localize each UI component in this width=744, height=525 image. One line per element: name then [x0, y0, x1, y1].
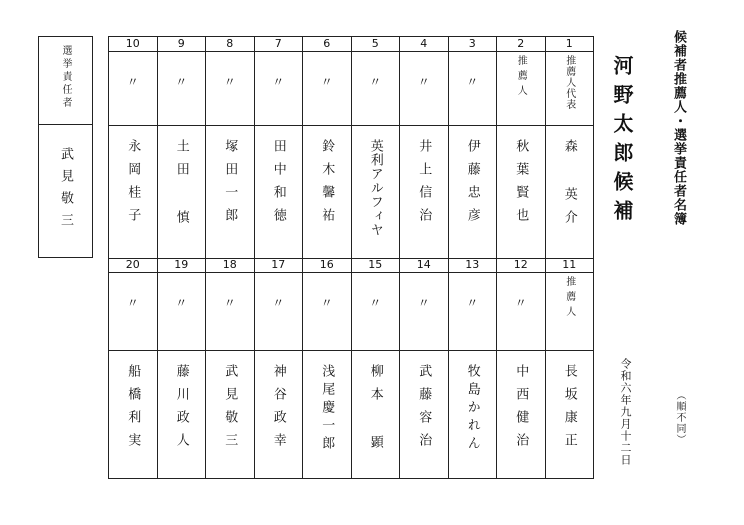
nominator-name-text: 塚田一郎 [222, 139, 238, 231]
document-date: 令和六年九月十二日 [619, 358, 632, 466]
nominator-name-text: 藤川政人 [173, 364, 189, 456]
nominator-role [400, 272, 448, 351]
ditto-mark: 〃 [175, 296, 188, 310]
nominator-cell [302, 258, 351, 479]
nominator-cell [399, 258, 448, 479]
nominator-cell [157, 258, 206, 479]
nominator-table [108, 36, 594, 479]
nominator-cell [302, 37, 351, 258]
nominator-role [255, 51, 303, 126]
nominator-number: 12 [497, 258, 545, 273]
nominator-name-text: 秋葉賢也 [513, 139, 529, 231]
nominator-number: 8 [206, 37, 254, 52]
responsible-name-text: 武見敬三 [58, 147, 73, 235]
nominator-role [206, 51, 254, 126]
nominator-number: 17 [255, 258, 303, 273]
nominator-role [352, 272, 400, 351]
ditto-mark: 〃 [369, 296, 382, 310]
nominator-cell [399, 37, 448, 258]
nominator-name-text: 鈴木馨祐 [319, 139, 335, 231]
nominator-number: 16 [303, 258, 351, 273]
nominator-name [158, 125, 206, 258]
nominator-name [400, 125, 448, 258]
nominator-cell [545, 258, 594, 479]
nominator-role [303, 272, 351, 351]
nominator-cell [109, 258, 157, 479]
ditto-mark: 〃 [466, 75, 479, 89]
ditto-mark: 〃 [126, 75, 139, 89]
nominator-number: 20 [109, 258, 157, 273]
nominator-name-text: 神谷政幸 [270, 364, 286, 456]
nominator-number: 11 [546, 258, 594, 273]
ditto-mark: 〃 [514, 296, 527, 310]
nominator-name-text: 船橋利実 [125, 364, 141, 456]
nominator-cell [205, 37, 254, 258]
nominator-role [158, 272, 206, 351]
nominator-cell [254, 37, 303, 258]
nominator-name-text: 土田 慎 [173, 139, 189, 233]
nominator-role [497, 272, 545, 351]
nominator-number: 19 [158, 258, 206, 273]
nominator-name [497, 125, 545, 258]
nominator-cell [448, 258, 497, 479]
nominator-name [109, 125, 157, 258]
nominator-number: 6 [303, 37, 351, 52]
nominator-name [546, 350, 594, 479]
responsible-name [39, 125, 92, 257]
nominator-number: 1 [546, 37, 594, 52]
nominator-cell [157, 37, 206, 258]
nominator-number: 4 [400, 37, 448, 52]
nominator-name-text: 森 英介 [561, 139, 577, 233]
ditto-mark: 〃 [272, 75, 285, 89]
nominator-name-text: 浅尾慶一郎 [319, 364, 335, 454]
ditto-mark: 〃 [466, 296, 479, 310]
nominator-name [303, 350, 351, 479]
nominator-name [352, 125, 400, 258]
nominator-name [303, 125, 351, 258]
ditto-mark: 〃 [175, 75, 188, 89]
nominator-name-text: 永岡桂子 [125, 139, 141, 231]
ditto-mark: 〃 [223, 75, 236, 89]
responsible-label [39, 37, 92, 125]
nominator-name [255, 125, 303, 258]
ditto-mark: 〃 [223, 296, 236, 310]
nominator-name [158, 350, 206, 479]
nominator-role [546, 51, 594, 126]
role-text: 推薦人 [563, 276, 575, 321]
role-text: 推薦人代表 [563, 55, 575, 110]
nominator-cell [254, 258, 303, 479]
ditto-mark: 〃 [369, 75, 382, 89]
nominator-cell [496, 258, 545, 479]
nominator-name-text: 武藤容治 [416, 364, 432, 456]
nominator-number: 7 [255, 37, 303, 52]
table-row-top [109, 37, 593, 259]
ditto-mark: 〃 [272, 296, 285, 310]
nominator-name-text: 井上信治 [416, 139, 432, 231]
responsible-label-text: 選挙責任者 [60, 45, 71, 110]
nominator-cell [109, 37, 157, 258]
order-note: （順不同） [674, 390, 685, 445]
nominator-name [449, 350, 497, 479]
document-title: 候補者推薦人・選挙責任者名簿 [671, 30, 686, 226]
nominator-name-text: 英利アルフィヤ [367, 139, 383, 237]
ditto-mark: 〃 [126, 296, 139, 310]
nominator-cell [448, 37, 497, 258]
table-row-bottom [109, 258, 593, 479]
nominator-name-text: 伊藤忠彦 [464, 139, 480, 231]
nominator-number: 13 [449, 258, 497, 273]
nominator-name [206, 350, 254, 479]
nominator-cell [545, 37, 594, 258]
nominator-name [109, 350, 157, 479]
role-text: 推薦人 [515, 55, 527, 100]
nominator-name [206, 125, 254, 258]
nominator-role [158, 51, 206, 126]
nominator-role [109, 272, 157, 351]
nominator-name [400, 350, 448, 479]
responsible-box [38, 36, 93, 258]
nominator-number: 15 [352, 258, 400, 273]
nominator-name [497, 350, 545, 479]
nominator-number: 3 [449, 37, 497, 52]
candidate-name: 河野太郎候補 [610, 55, 634, 229]
nominator-name [255, 350, 303, 479]
nominator-role [449, 51, 497, 126]
ditto-mark: 〃 [417, 75, 430, 89]
nominator-name-text: 武見敬三 [222, 364, 238, 456]
nominator-name-text: 牧島かれん [464, 364, 480, 454]
nominator-name-text: 長坂康正 [561, 364, 577, 456]
nominator-cell [205, 258, 254, 479]
nominator-role [546, 272, 594, 351]
nominator-role [497, 51, 545, 126]
nominator-role [109, 51, 157, 126]
nominator-number: 10 [109, 37, 157, 52]
nominator-name-text: 中西健治 [513, 364, 529, 456]
nominator-number: 9 [158, 37, 206, 52]
nominator-role [303, 51, 351, 126]
nominator-role [206, 272, 254, 351]
nominator-name-text: 柳本 顕 [367, 364, 383, 458]
ditto-mark: 〃 [320, 296, 333, 310]
nominator-number: 5 [352, 37, 400, 52]
nominator-role [255, 272, 303, 351]
nominator-name [546, 125, 594, 258]
nominator-cell [351, 258, 400, 479]
nominator-role [400, 51, 448, 126]
ditto-mark: 〃 [320, 75, 333, 89]
nominator-number: 18 [206, 258, 254, 273]
nominator-role [449, 272, 497, 351]
nominator-number: 14 [400, 258, 448, 273]
nominator-cell [496, 37, 545, 258]
nominator-name [449, 125, 497, 258]
nominator-role [352, 51, 400, 126]
ditto-mark: 〃 [417, 296, 430, 310]
nominator-name-text: 田中和徳 [270, 139, 286, 231]
nominator-name [352, 350, 400, 479]
nominator-number: 2 [497, 37, 545, 52]
nominator-cell [351, 37, 400, 258]
